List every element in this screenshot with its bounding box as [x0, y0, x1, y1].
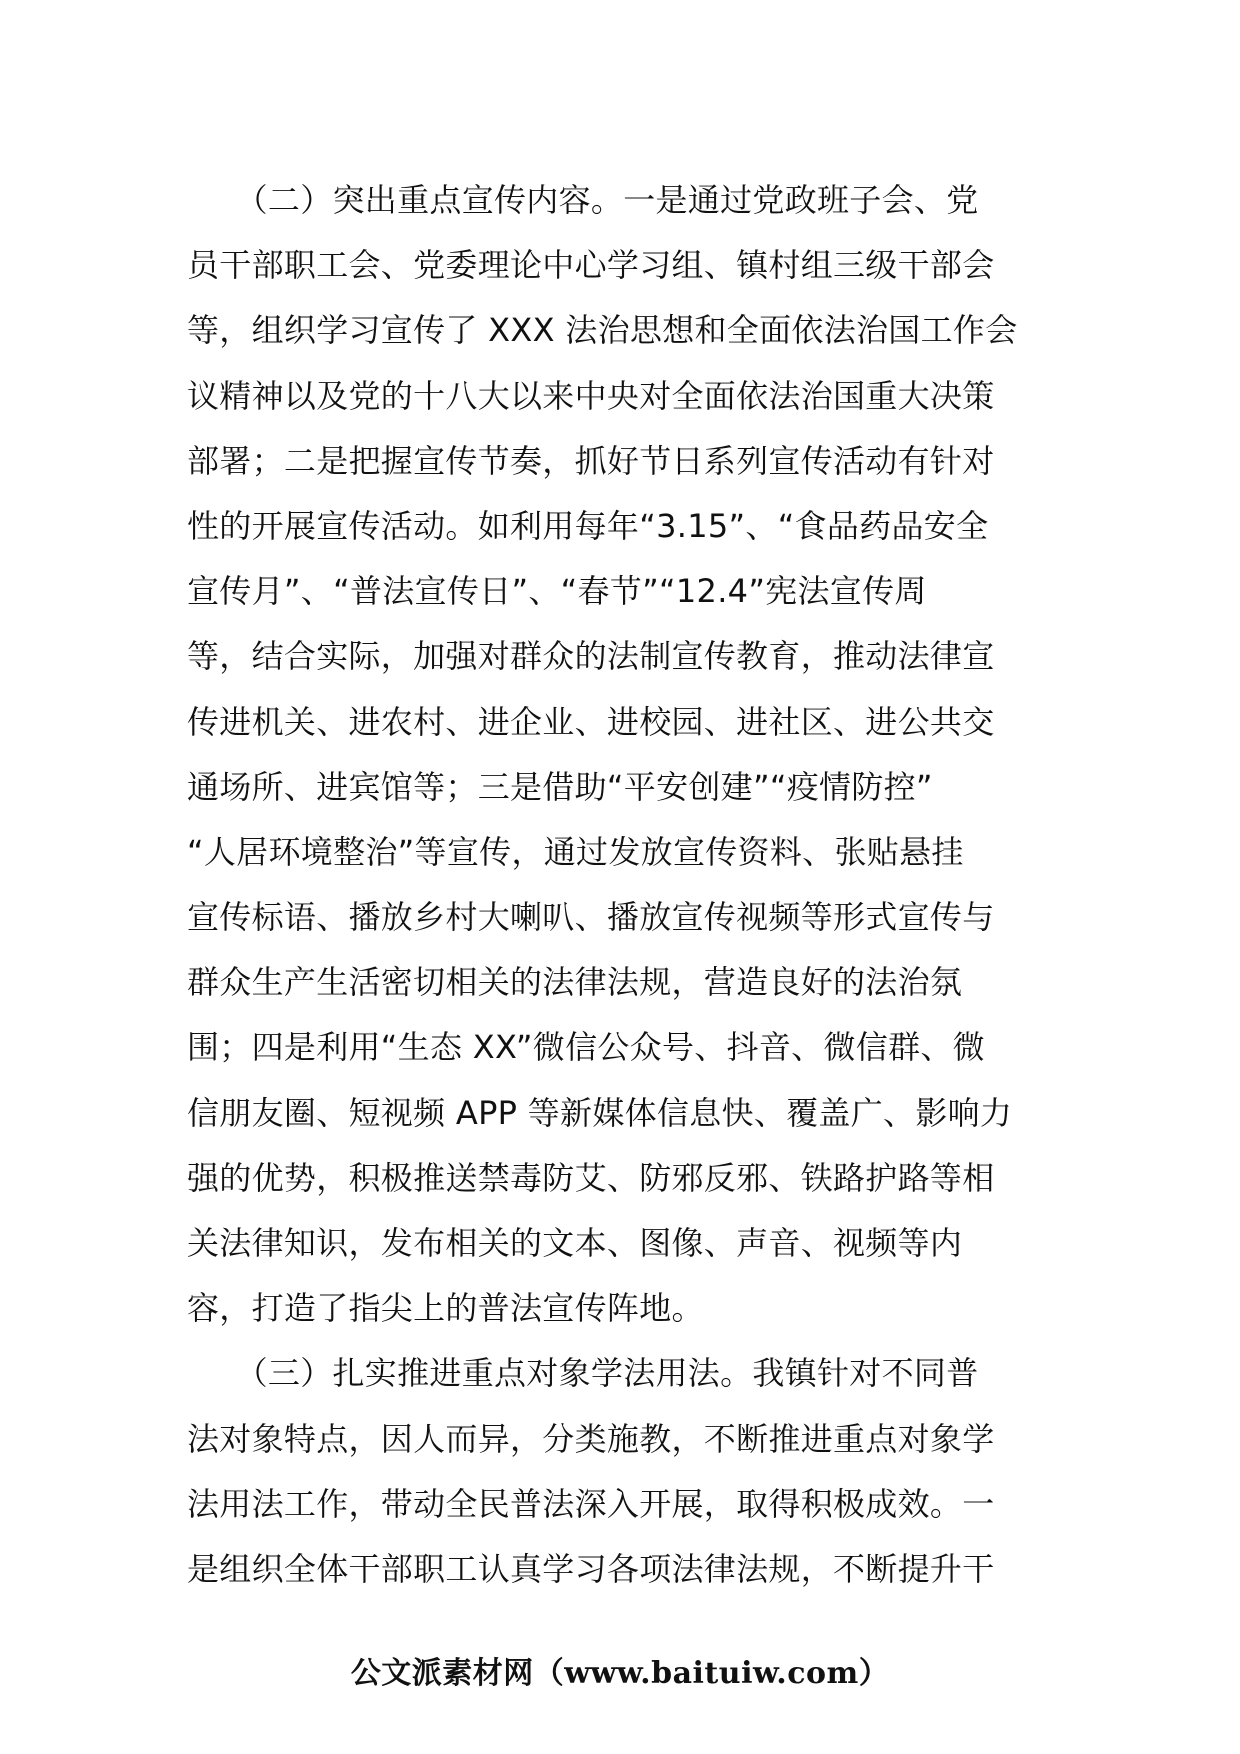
- body-line: 宣传标语、播放乡村大喇叭、播放宣传视频等形式宣传与: [187, 898, 995, 937]
- body-line: 部署；二是把握宣传节奏，抓好节日系列宣传活动有针对: [187, 441, 995, 480]
- body-line: 传进机关、进农村、进企业、进校园、进社区、进公共交: [187, 702, 995, 741]
- body-line: 强的优势，积极推送禁毒防艾、防邪反邪、铁路护路等相: [187, 1158, 995, 1197]
- body-line: 法对象特点，因人而异，分类施教，不断推进重点对象学: [187, 1419, 995, 1458]
- body-line: 等，结合实际，加强对群众的法制宣传教育，推动法律宣: [187, 637, 995, 676]
- body-line: 通场所、进宾馆等；三是借助“平安创建”“疫情防控”: [187, 767, 933, 806]
- body-line: 容，打造了指尖上的普法宣传阵地。: [187, 1289, 704, 1328]
- body-line: 是组织全体干部职工认真学习各项法律法规，不断提升干: [187, 1549, 995, 1588]
- body-line: 等，组织学习宣传了 XXX 法治思想和全面依法治国工作会: [187, 311, 1018, 350]
- body-line: 围；四是利用“生态 XX”微信公众号、抖音、微信群、微: [187, 1028, 985, 1067]
- body-line: 员干部职工会、党委理论中心学习组、镇村组三级干部会: [187, 246, 995, 285]
- body-line: 信朋友圈、短视频 APP 等新媒体信息快、覆盖广、影响力: [187, 1093, 1013, 1132]
- footer-watermark: 公文派素材网（www.baituiw.com）: [350, 1656, 890, 1691]
- body-line: 议精神以及党的十八大以来中央对全面依法治国重大决策: [187, 376, 995, 415]
- body-line: （二）突出重点宣传内容。一是通过党政班子会、党: [187, 181, 979, 219]
- document-body: [187, 168, 1057, 1602]
- body-line: “人居环境整治”等宣传，通过发放宣传资料、张贴悬挂: [187, 832, 964, 871]
- body-line: 法用法工作，带动全民普法深入开展，取得积极成效。一: [187, 1484, 995, 1523]
- body-line: 关法律知识，发布相关的文本、图像、声音、视频等内: [187, 1224, 963, 1262]
- body-line: 宣传月”、“普法宣传日”、“春节”“12.4”宪法宣传周: [187, 572, 927, 611]
- body-line: （三）扎实推进重点对象学法用法。我镇针对不同普: [187, 1354, 979, 1393]
- body-line: 性的开展宣传活动。如利用每年“3.15”、“食品药品安全: [187, 506, 989, 545]
- body-line: 群众生产生活密切相关的法律法规，营造良好的法治氛: [187, 963, 963, 1002]
